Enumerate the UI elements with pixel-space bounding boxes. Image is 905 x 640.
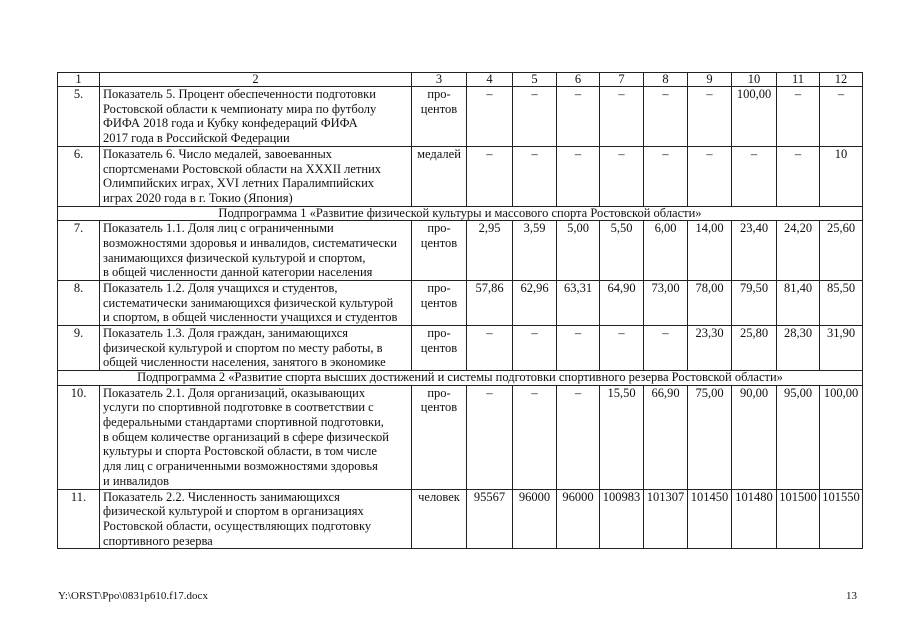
row-number: 6. [58,146,100,206]
value-col-8: – [644,326,688,371]
unit-line: центов [420,340,458,355]
value-col-8: – [644,87,688,147]
description-line: ФИФА 2018 года и Кубку конфедераций ФИФА [103,116,358,131]
indicator-description [100,489,412,549]
column-number-header: 9 [688,73,732,87]
column-number-header: 12 [820,73,863,87]
value-col-5: 96000 [513,489,557,549]
value-col-4: 57,86 [467,280,513,325]
value-col-4: – [467,146,513,206]
description-line: общей численности населения, занятого в экономике [103,355,386,370]
description-line: и спортом, в общей численности учащихся и студентов [103,310,398,325]
subprogram-row [58,206,863,221]
description-line: Показатель 1.3. Доля граждан, занимающихся [103,326,349,341]
subprogram-title: Подпрограмма 2 «Развитие спорта высших достижений и системы подготовки спортивного резерва Ростовской области» [58,371,863,386]
value-col-12: 100,00 [820,385,863,489]
value-col-6: 63,31 [557,280,600,325]
subprogram-title: Подпрограмма 1 «Развитие физической культуры и массового спорта Ростовской области» [58,206,863,221]
table-body [58,87,863,549]
description-line: физической культурой и спортом в организациях [103,504,364,519]
indicator-description [100,87,412,147]
column-number-header: 4 [467,73,513,87]
indicator-description [100,326,412,371]
table-header-row [58,73,863,87]
value-col-12: 101550 [820,489,863,549]
value-col-11: 101500 [777,489,820,549]
description-line: 2017 года в Российской Федерации [103,131,290,146]
value-col-9: 23,30 [688,326,732,371]
value-col-5: – [513,87,557,147]
unit-line: центов [420,235,458,250]
unit-line: про- [427,326,451,341]
column-number-header: 11 [777,73,820,87]
subprogram-row [58,371,863,386]
indicator-description [100,221,412,281]
value-col-4: 2,95 [467,221,513,281]
value-col-5: 3,59 [513,221,557,281]
page-number: 13 [846,590,857,602]
value-col-8: 73,00 [644,280,688,325]
row-number: 11. [58,489,100,549]
value-col-12: 85,50 [820,280,863,325]
unit-of-measure [412,280,467,325]
value-col-11: 81,40 [777,280,820,325]
value-col-11: 95,00 [777,385,820,489]
value-col-10: 23,40 [732,221,777,281]
indicator-row [58,280,863,325]
indicator-row [58,87,863,147]
value-col-4: – [467,87,513,147]
unit-of-measure [412,385,467,489]
unit-line: центов [420,295,458,310]
value-col-7: 15,50 [600,385,644,489]
description-line: Показатель 2.2. Численность занимающихся [103,489,340,504]
value-col-11: 24,20 [777,221,820,281]
indicator-description [100,146,412,206]
value-col-7: 100983 [600,489,644,549]
value-col-6: – [557,326,600,371]
indicator-row [58,221,863,281]
value-col-6: – [557,385,600,489]
value-col-6: – [557,146,600,206]
value-col-8: 101307 [644,489,688,549]
value-col-4: – [467,326,513,371]
row-number: 10. [58,385,100,489]
value-col-9: – [688,87,732,147]
description-line: и инвалидов [103,473,170,488]
description-line: в общей численности данной категории населения [103,265,373,280]
value-col-9: 14,00 [688,221,732,281]
description-line: Олимпийских играх, XVI летних Паралимпийских [103,176,375,191]
value-col-10: 25,80 [732,326,777,371]
value-col-7: – [600,146,644,206]
row-number: 5. [58,87,100,147]
unit-line: про- [427,221,451,236]
value-col-5: – [513,326,557,371]
indicator-description [100,280,412,325]
value-col-4: – [467,385,513,489]
description-line: федеральными стандартами спортивной подготовки, [103,415,384,430]
unit-line: центов [420,101,458,116]
unit-line: медалей [417,146,461,161]
description-line: Ростовской области, осуществляющих подготовку [103,518,372,533]
value-col-9: 78,00 [688,280,732,325]
value-col-9: 75,00 [688,385,732,489]
row-number: 8. [58,280,100,325]
value-col-9: – [688,146,732,206]
value-col-12: – [820,87,863,147]
unit-of-measure [412,87,467,147]
row-number: 7. [58,221,100,281]
unit-of-measure [412,146,467,206]
value-col-6: – [557,87,600,147]
column-number-header: 8 [644,73,688,87]
column-number-header: 6 [557,73,600,87]
description-line: физической культурой и спортом по месту работы, в [103,340,383,355]
description-line: для лиц с ограниченными возможностями здоровья [103,459,378,474]
value-col-5: 62,96 [513,280,557,325]
description-line: систематически занимающихся физической культурой [103,295,394,310]
value-col-9: 101450 [688,489,732,549]
value-col-12: 31,90 [820,326,863,371]
description-line: играх 2020 года в г. Токио (Япония) [103,190,293,205]
value-col-10: 101480 [732,489,777,549]
description-line: спортсменами Ростовской области на XXXII летних [103,161,382,176]
column-number-header: 10 [732,73,777,87]
value-col-8: 6,00 [644,221,688,281]
indicator-row [58,489,863,549]
description-line: услуги по спортивной подготовке в соответствии с [103,400,374,415]
column-number-header: 7 [600,73,644,87]
value-col-4: 95567 [467,489,513,549]
unit-line: про- [427,280,451,295]
value-col-6: 96000 [557,489,600,549]
description-line: возможностями здоровья и инвалидов, систематически [103,235,397,250]
value-col-11: – [777,146,820,206]
value-col-5: – [513,385,557,489]
indicator-description [100,385,412,489]
indicators-table [57,72,863,549]
value-col-6: 5,00 [557,221,600,281]
unit-of-measure [412,489,467,549]
indicator-row [58,326,863,371]
column-number-header: 5 [513,73,557,87]
description-line: культуры и спорта Ростовской области, в том числе [103,444,377,459]
unit-line: про- [427,87,451,101]
value-col-10: – [732,146,777,206]
description-line: занимающихся физической культурой и спортом, [103,250,366,265]
unit-line: центов [420,400,458,415]
unit-of-measure [412,326,467,371]
value-col-7: 64,90 [600,280,644,325]
unit-line: про- [427,385,451,400]
description-line: Показатель 6. Число медалей, завоеванных [103,146,333,161]
description-line: Показатель 2.1. Доля организаций, оказывающих [103,385,366,400]
indicator-row [58,385,863,489]
description-line: Ростовской области к чемпионату мира по футболу [103,101,377,116]
column-number-header: 2 [100,73,412,87]
value-col-11: – [777,87,820,147]
value-col-7: – [600,87,644,147]
value-col-7: 5,50 [600,221,644,281]
value-col-8: 66,90 [644,385,688,489]
description-line: спортивного резерва [103,533,213,548]
description-line: Показатель 1.1. Доля лиц с ограниченными [103,221,334,236]
value-col-12: 25,60 [820,221,863,281]
unit-line: человек [418,489,460,504]
value-col-12: 10 [820,146,863,206]
unit-of-measure [412,221,467,281]
value-col-8: – [644,146,688,206]
column-number-header: 3 [412,73,467,87]
column-number-header: 1 [58,73,100,87]
row-number: 9. [58,326,100,371]
value-col-7: – [600,326,644,371]
footer-file-path: Y:\ORST\Ppo\0831p610.f17.docx [58,590,208,602]
value-col-10: 100,00 [732,87,777,147]
value-col-5: – [513,146,557,206]
description-line: в общем количестве организаций в сфере физической [103,429,389,444]
description-line: Показатель 5. Процент обеспеченности подготовки [103,87,376,101]
value-col-10: 90,00 [732,385,777,489]
value-col-11: 28,30 [777,326,820,371]
description-line: Показатель 1.2. Доля учащихся и студентов, [103,280,338,295]
indicator-row [58,146,863,206]
value-col-10: 79,50 [732,280,777,325]
